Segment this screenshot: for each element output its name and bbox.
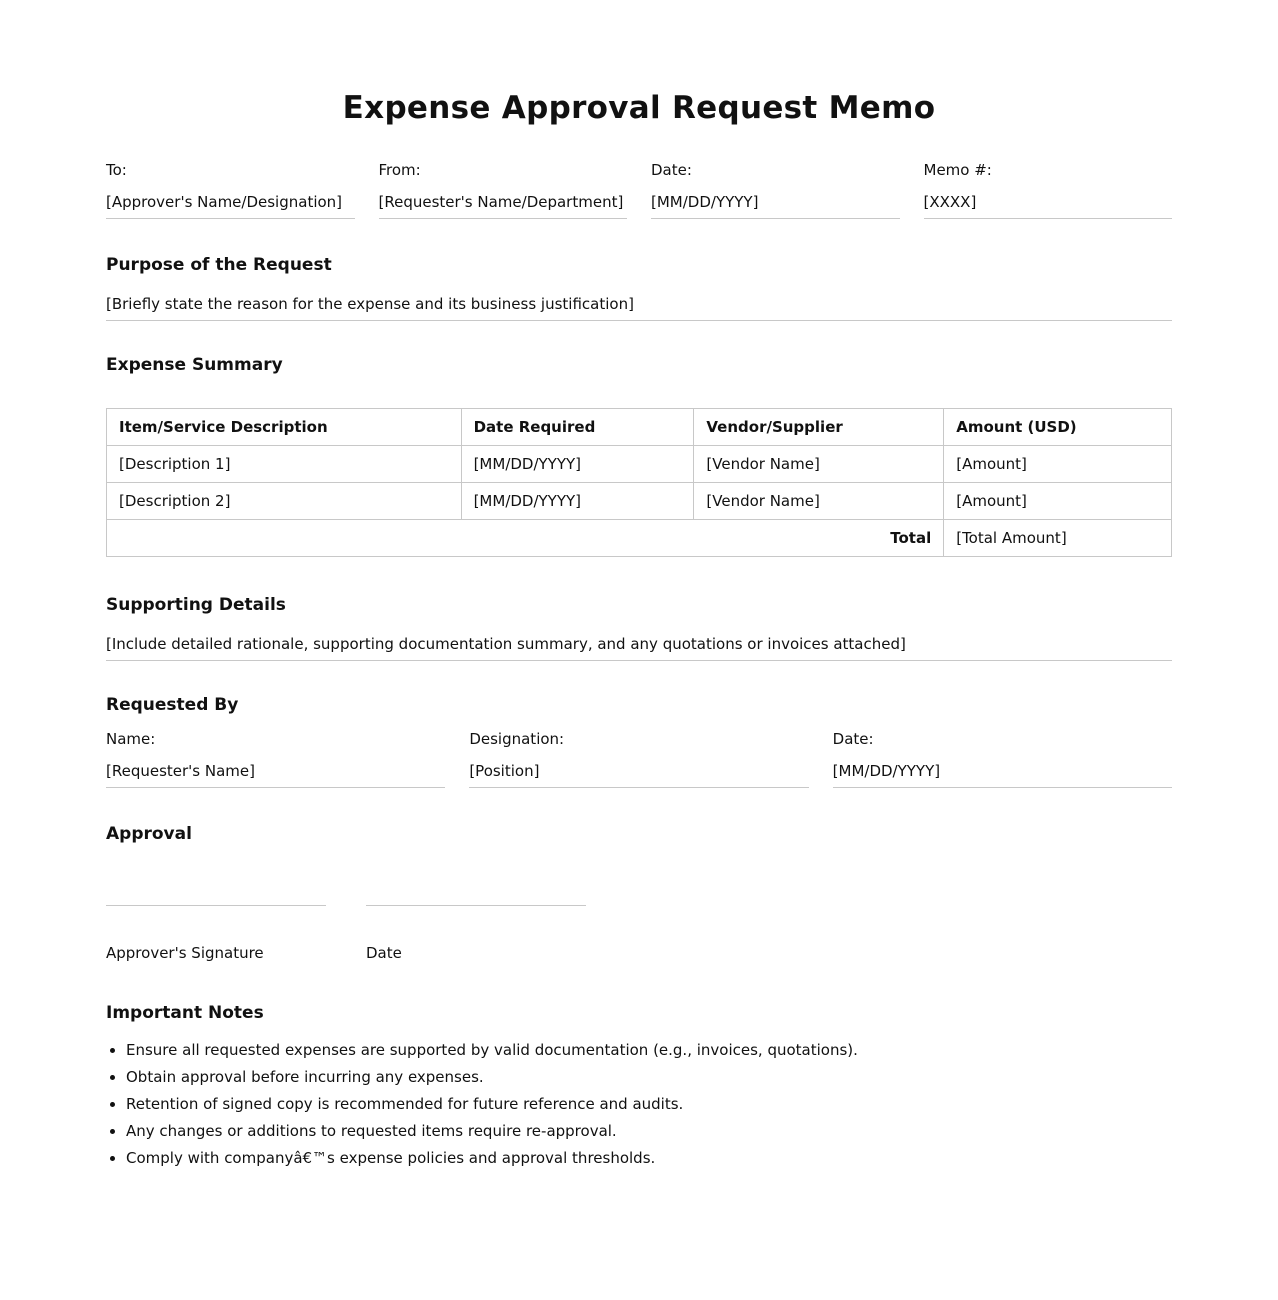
table-cell-date-required[interactable]: [MM/DD/YYYY]: [461, 483, 694, 520]
requester-designation-label: Designation:: [469, 730, 565, 748]
to-field-group: [106, 160, 355, 219]
column-header-date-required: Date Required: [461, 409, 694, 446]
expense-table: [106, 408, 1172, 557]
date-field-group: [651, 160, 900, 219]
list-item: • Retention of signed copy is recommended for future reference and audits.: [126, 1091, 1172, 1118]
column-header-amount: Amount (USD): [944, 409, 1172, 446]
requester-date-label: Date:: [832, 730, 874, 748]
purpose-field[interactable]: [Briefly state the reason for the expense and its business justification]: [106, 294, 1172, 321]
table-total-row: [107, 520, 1172, 557]
requested-by-heading: Requested By: [106, 695, 239, 715]
memo-number-field[interactable]: [XXXX]: [924, 192, 1173, 219]
total-label: Total: [107, 520, 944, 557]
list-item: • Comply with companyâ€™s expense policies and approval thresholds.: [126, 1145, 1172, 1172]
table-cell-description[interactable]: [Description 1]: [107, 446, 462, 483]
table-cell-date-required[interactable]: [MM/DD/YYYY]: [461, 446, 694, 483]
date-label: Date:: [651, 161, 692, 179]
expense-summary-heading: Expense Summary: [106, 355, 283, 375]
approver-signature-line[interactable]: [106, 905, 326, 906]
important-notes-heading: Important Notes: [106, 1003, 264, 1023]
requester-date-group: [833, 729, 1172, 788]
approval-heading: Approval: [106, 824, 192, 844]
to-field[interactable]: [Approver's Name/Designation]: [106, 192, 355, 219]
table-row: [107, 446, 1172, 483]
from-field-group: [379, 160, 628, 219]
table-cell-description[interactable]: [Description 2]: [107, 483, 462, 520]
date-field[interactable]: [MM/DD/YYYY]: [651, 192, 900, 219]
memo-number-field-group: [924, 160, 1173, 219]
column-header-description: Item/Service Description: [107, 409, 462, 446]
important-notes-list: [106, 1037, 1172, 1172]
list-item: • Any changes or additions to requested items require re-approval.: [126, 1118, 1172, 1145]
memo-header: [106, 160, 1172, 219]
purpose-heading: Purpose of the Request: [106, 255, 332, 275]
approval-date-line[interactable]: [366, 905, 586, 906]
table-cell-amount[interactable]: [Amount]: [944, 483, 1172, 520]
memo-number-label: Memo #:: [923, 161, 992, 179]
approver-signature-label: Approver's Signature: [106, 944, 264, 962]
from-label: From:: [378, 161, 421, 179]
table-cell-amount[interactable]: [Amount]: [944, 446, 1172, 483]
requester-designation-group: [469, 729, 808, 788]
from-field[interactable]: [Requester's Name/Department]: [379, 192, 628, 219]
supporting-details-field[interactable]: [Include detailed rationale, supporting documentation summary, and any quotations or invoices attached]: [106, 634, 1172, 661]
table-cell-vendor[interactable]: [Vendor Name]: [694, 446, 944, 483]
total-amount-cell[interactable]: [Total Amount]: [944, 520, 1172, 557]
to-label: To:: [106, 161, 127, 179]
approval-date-label: Date: [366, 944, 402, 962]
requested-by-fields: [106, 729, 1172, 788]
list-item: • Obtain approval before incurring any expenses.: [126, 1064, 1172, 1091]
requester-name-field[interactable]: [Requester's Name]: [106, 761, 445, 788]
column-header-vendor: Vendor/Supplier: [694, 409, 944, 446]
requester-name-group: [106, 729, 445, 788]
table-header-row: [107, 409, 1172, 446]
table-cell-vendor[interactable]: [Vendor Name]: [694, 483, 944, 520]
page-title: Expense Approval Request Memo: [342, 90, 936, 126]
table-row: [107, 483, 1172, 520]
requester-name-label: Name:: [106, 730, 156, 748]
requester-date-field[interactable]: [MM/DD/YYYY]: [833, 761, 1172, 788]
supporting-details-heading: Supporting Details: [106, 595, 286, 615]
list-item: • Ensure all requested expenses are supported by valid documentation (e.g., invoices, quotations).: [126, 1037, 1172, 1064]
requester-designation-field[interactable]: [Position]: [469, 761, 808, 788]
